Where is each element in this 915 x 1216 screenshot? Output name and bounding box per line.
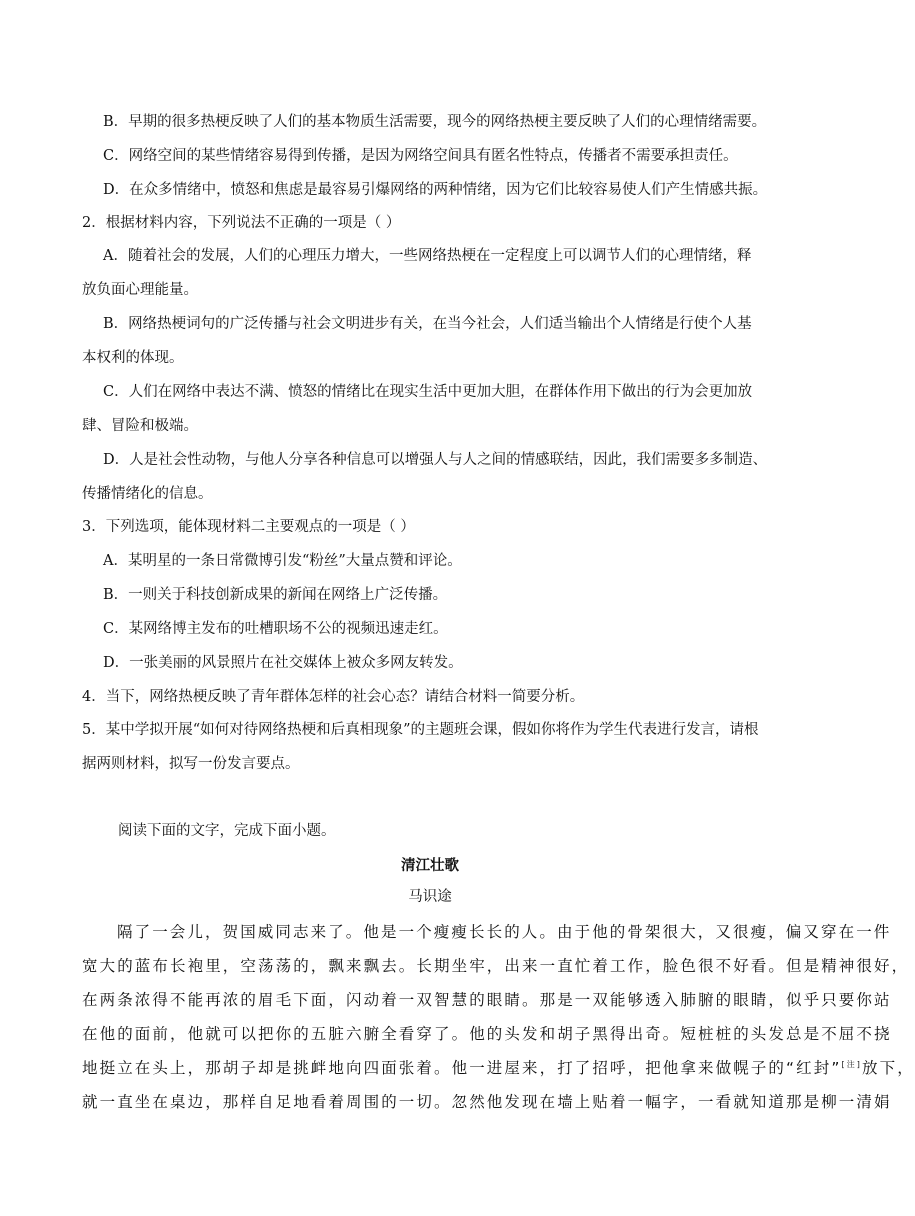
- passage-line-5-tail: 放下，: [862, 1059, 915, 1077]
- q2-option-d-line1: D．人是社会性动物，与他人分享各种信息可以增强人与人之间的情感联结，因此，我们需要多多制造、: [103, 452, 768, 468]
- q3-option-d: D．一张美丽的风景照片在社交媒体上被众多网友转发。: [103, 655, 463, 671]
- q5-stem-line2: 据两则材料，拟写一份发言要点。: [82, 756, 300, 772]
- passage-line-6: 就一直坐在桌边，那样自足地看着周围的一切。忽然他发现在墙上贴着一幅字，一看就知道那是柳一清娟: [82, 1093, 892, 1111]
- q1-option-c: C．网络空间的某些情绪容易得到传播，是因为网络空间具有匿名性特点，传播者不需要承担责任。: [103, 148, 738, 164]
- passage-line-3: 在两条浓得不能再浓的眉毛下面，闪动着一双智慧的眼睛。那是一双能够透入肺腑的眼睛，似乎只要你站: [82, 991, 892, 1009]
- q2-option-b-line2: 本权利的体现。: [82, 350, 184, 366]
- q2-option-a-line1: A．随着社会的发展，人们的心理压力增大，一些网络热梗在一定程度上可以调节人们的心理情绪，释: [103, 248, 752, 264]
- q3-stem: 3．下列选项，能体现材料二主要观点的一项是（ ）: [82, 519, 415, 535]
- q2-option-d-line2: 传播情绪化的信息。: [82, 486, 213, 502]
- passage-author: 马识途: [408, 889, 452, 905]
- q1-option-b: B．早期的很多热梗反映了人们的基本物质生活需要，现今的网络热梗主要反映了人们的心理情绪需要。: [103, 114, 767, 130]
- passage-line-5: [82, 1058, 915, 1078]
- q1-option-d: D．在众多情绪中，愤怒和焦虑是最容易引爆网络的两种情绪，因为它们比较容易使人们产生情感共振。: [103, 182, 768, 198]
- footnote-marker: [注]: [841, 1059, 863, 1069]
- q3-option-a: A．某明星的一条日常微博引发“粉丝”大量点赞和评论。: [103, 553, 462, 569]
- q2-option-a-line2: 放负面心理能量。: [82, 282, 198, 298]
- passage-line-1: 隔了一会儿，贺国威同志来了。他是一个瘦瘦长长的人。由于他的骨架很大，又很瘦，偏又穿在一件: [117, 923, 892, 941]
- passage-line-4: 在他的面前，他就可以把你的五脏六腑全看穿了。他的头发和胡子黑得出奇。短桩桩的头发总是不屈不挠: [82, 1025, 892, 1043]
- passage-line-2: 宽大的蓝布长袍里，空荡荡的，飘来飘去。长期坐牢，出来一直忙着工作，脸色很不好看。但是精神很好，: [82, 957, 910, 975]
- q2-option-c-line2: 肆、冒险和极端。: [82, 418, 198, 434]
- q5-stem-line1: 5．某中学拟开展“如何对待网络热梗和后真相现象”的主题班会课，假如你将作为学生代表进行发言，请根: [82, 722, 759, 738]
- q2-stem: 2．根据材料内容，下列说法不正确的一项是（ ）: [82, 215, 401, 231]
- reading-instruction: 阅读下面的文字，完成下面小题。: [118, 823, 336, 839]
- passage-title: 清江壮歌: [401, 857, 459, 874]
- q4-stem: 4．当下，网络热梗反映了青年群体怎样的社会心态？请结合材料一简要分析。: [82, 689, 585, 705]
- q2-option-b-line1: B．网络热梗词句的广泛传播与社会文明进步有关，在当今社会，人们适当输出个人情绪是行使个人基: [103, 316, 752, 332]
- q3-option-c: C．某网络博主发布的吐槽职场不公的视频迅速走红。: [103, 621, 448, 637]
- passage-line-5-text: 地挺立在头上，那胡子却是挑衅地向四面张着。他一进屋来，打了招呼，把他拿来做幌子的“红封”: [82, 1059, 842, 1077]
- q3-option-b: B．一则关于科技创新成果的新闻在网络上广泛传播。: [103, 587, 448, 603]
- q2-option-c-line1: C．人们在网络中表达不满、愤怒的情绪比在现实生活中更加大胆，在群体作用下做出的行为会更加放: [103, 384, 753, 400]
